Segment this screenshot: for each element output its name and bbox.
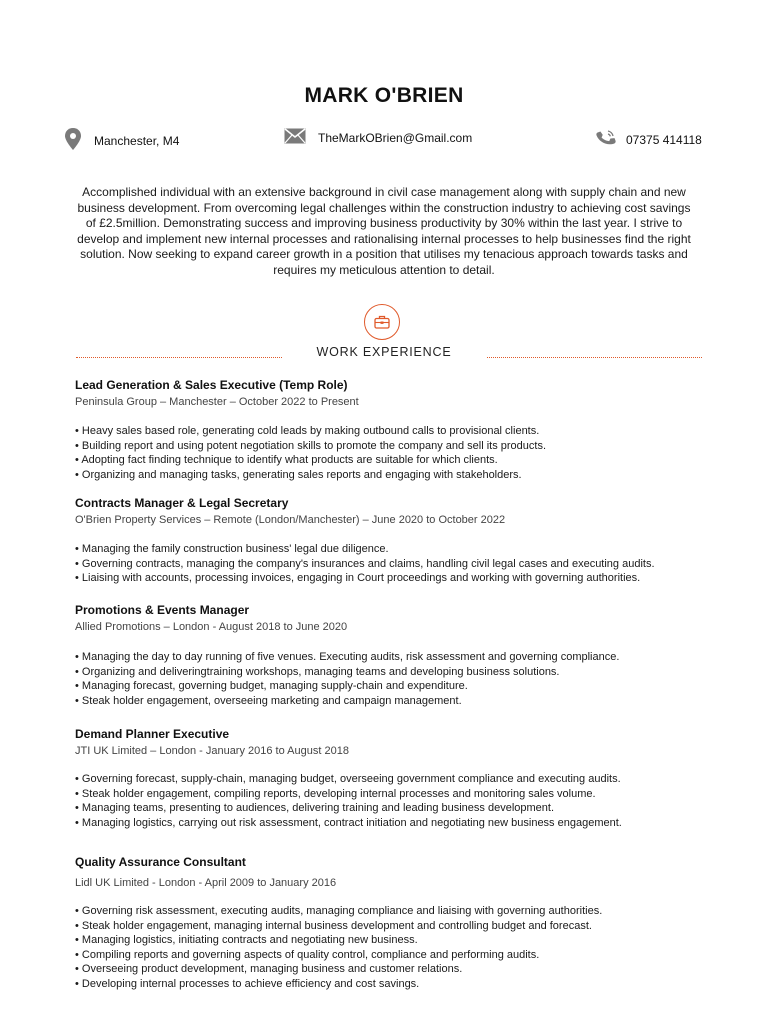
job-bullet: • Overseeing product development, managing business and customer relations. xyxy=(75,962,715,977)
job-title: Lead Generation & Sales Executive (Temp Role) xyxy=(75,378,348,392)
job-bullet: • Heavy sales based role, generating cold leads by making outbound calls to provisional clients. xyxy=(75,424,715,439)
job-bullet-list xyxy=(75,904,715,991)
job-bullet: • Building report and using potent negotiation skills to promote the company and sell its products. xyxy=(75,439,715,454)
phone-icon xyxy=(596,128,616,151)
job-subtitle: Peninsula Group – Manchester – October 2022 to Present xyxy=(75,396,359,408)
job-subtitle: Lidl UK Limited - London - April 2009 to January 2016 xyxy=(75,877,337,889)
job-bullet: • Steak holder engagement, managing internal business development and controlling budget and forecast. xyxy=(75,919,715,934)
job-bullet: • Compiling reports and governing aspects of quality control, compliance and performing audits. xyxy=(75,948,715,963)
job-bullet: • Developing internal processes to achieve efficiency and cost savings. xyxy=(75,977,715,992)
envelope-icon xyxy=(284,128,306,147)
job-bullet: • Organizing and deliveringtraining workshops, managing teams and developing business solutions. xyxy=(75,665,715,680)
job-bullet-list xyxy=(75,424,715,482)
job-bullet: • Liaising with accounts, processing invoices, engaging in Court proceedings and working with governing authorities. xyxy=(75,571,715,586)
briefcase-icon xyxy=(364,304,400,340)
job-title: Demand Planner Executive xyxy=(75,727,230,741)
job-bullet-list xyxy=(75,772,715,830)
profile-summary: Accomplished individual with an extensive background in civil case management along with supply chain and new business development. From overcoming legal challenges within the construction industry to achieving cost savings of £2.5million. Demonstrating success and improving business productivity by 30% within the last year. I strive to develop and implement new internal processes and rationalising internal processes to help businesses find the right solution. Now seeking to expand career growth in a position that utilises my tenacious approach towards tasks and requires my meticulous attention to detail. xyxy=(77,185,691,277)
job-bullet: • Adopting fact finding technique to identify what products are suitable for which clients. xyxy=(75,453,715,468)
job-bullet-list xyxy=(75,650,715,708)
job-bullet: • Governing forecast, supply-chain, managing budget, overseeing government compliance and executing audits. xyxy=(75,772,715,787)
job-entry xyxy=(75,727,715,830)
email-text[interactable]: TheMarkOBrien@Gmail.com xyxy=(318,130,473,145)
job-bullet: • Managing logistics, carrying out risk assessment, contract initiation and negotiating new business engagement. xyxy=(75,816,715,831)
location-text: Manchester, M4 xyxy=(94,133,180,148)
job-bullet: • Governing contracts, managing the company's insurances and claims, handling civil legal cases and executing audits. xyxy=(75,557,715,572)
job-bullet: • Managing the day to day running of five venues. Executing audits, risk assessment and governing compliance. xyxy=(75,650,715,665)
job-entry xyxy=(75,378,715,482)
job-bullet: • Managing forecast, governing budget, managing supply-chain and expenditure. xyxy=(75,679,715,694)
job-entry xyxy=(75,603,715,708)
contact-email xyxy=(284,128,472,147)
job-bullet: • Organizing and managing tasks, generating sales reports and engaging with stakeholders. xyxy=(75,468,715,483)
job-subtitle: O'Brien Property Services – Remote (London/Manchester) – June 2020 to October 2022 xyxy=(75,514,506,526)
phone-text[interactable]: 07375 414118 xyxy=(626,132,702,147)
section-title-work-experience: WORK EXPERIENCE xyxy=(316,345,452,359)
job-entry xyxy=(75,496,715,586)
job-bullet: • Governing risk assessment, executing audits, managing compliance and liaising with governing authorities. xyxy=(75,904,715,919)
resume-name: MARK O'BRIEN xyxy=(304,84,464,107)
contact-location xyxy=(64,128,179,153)
job-bullet: • Steak holder engagement, compiling reports, developing internal processes and monitoring sales volume. xyxy=(75,787,715,802)
job-title: Quality Assurance Consultant xyxy=(75,855,246,869)
job-title: Contracts Manager & Legal Secretary xyxy=(75,496,289,510)
job-bullet-list xyxy=(75,542,715,586)
job-title: Promotions & Events Manager xyxy=(75,603,250,617)
contact-phone xyxy=(596,128,702,151)
job-bullet: • Steak holder engagement, overseeing marketing and campaign management. xyxy=(75,694,715,709)
job-subtitle: JTI UK Limited – London - January 2016 to August 2018 xyxy=(75,745,349,757)
job-bullet: • Managing teams, presenting to audiences, delivering training and leading business development. xyxy=(75,801,715,816)
location-pin-icon xyxy=(64,128,82,153)
job-bullet: • Managing logistics, initiating contracts and negotiating new business. xyxy=(75,933,715,948)
job-bullet: • Managing the family construction business' legal due diligence. xyxy=(75,542,715,557)
job-subtitle: Allied Promotions – London - August 2018 to June 2020 xyxy=(75,621,348,633)
job-entry xyxy=(75,855,715,991)
